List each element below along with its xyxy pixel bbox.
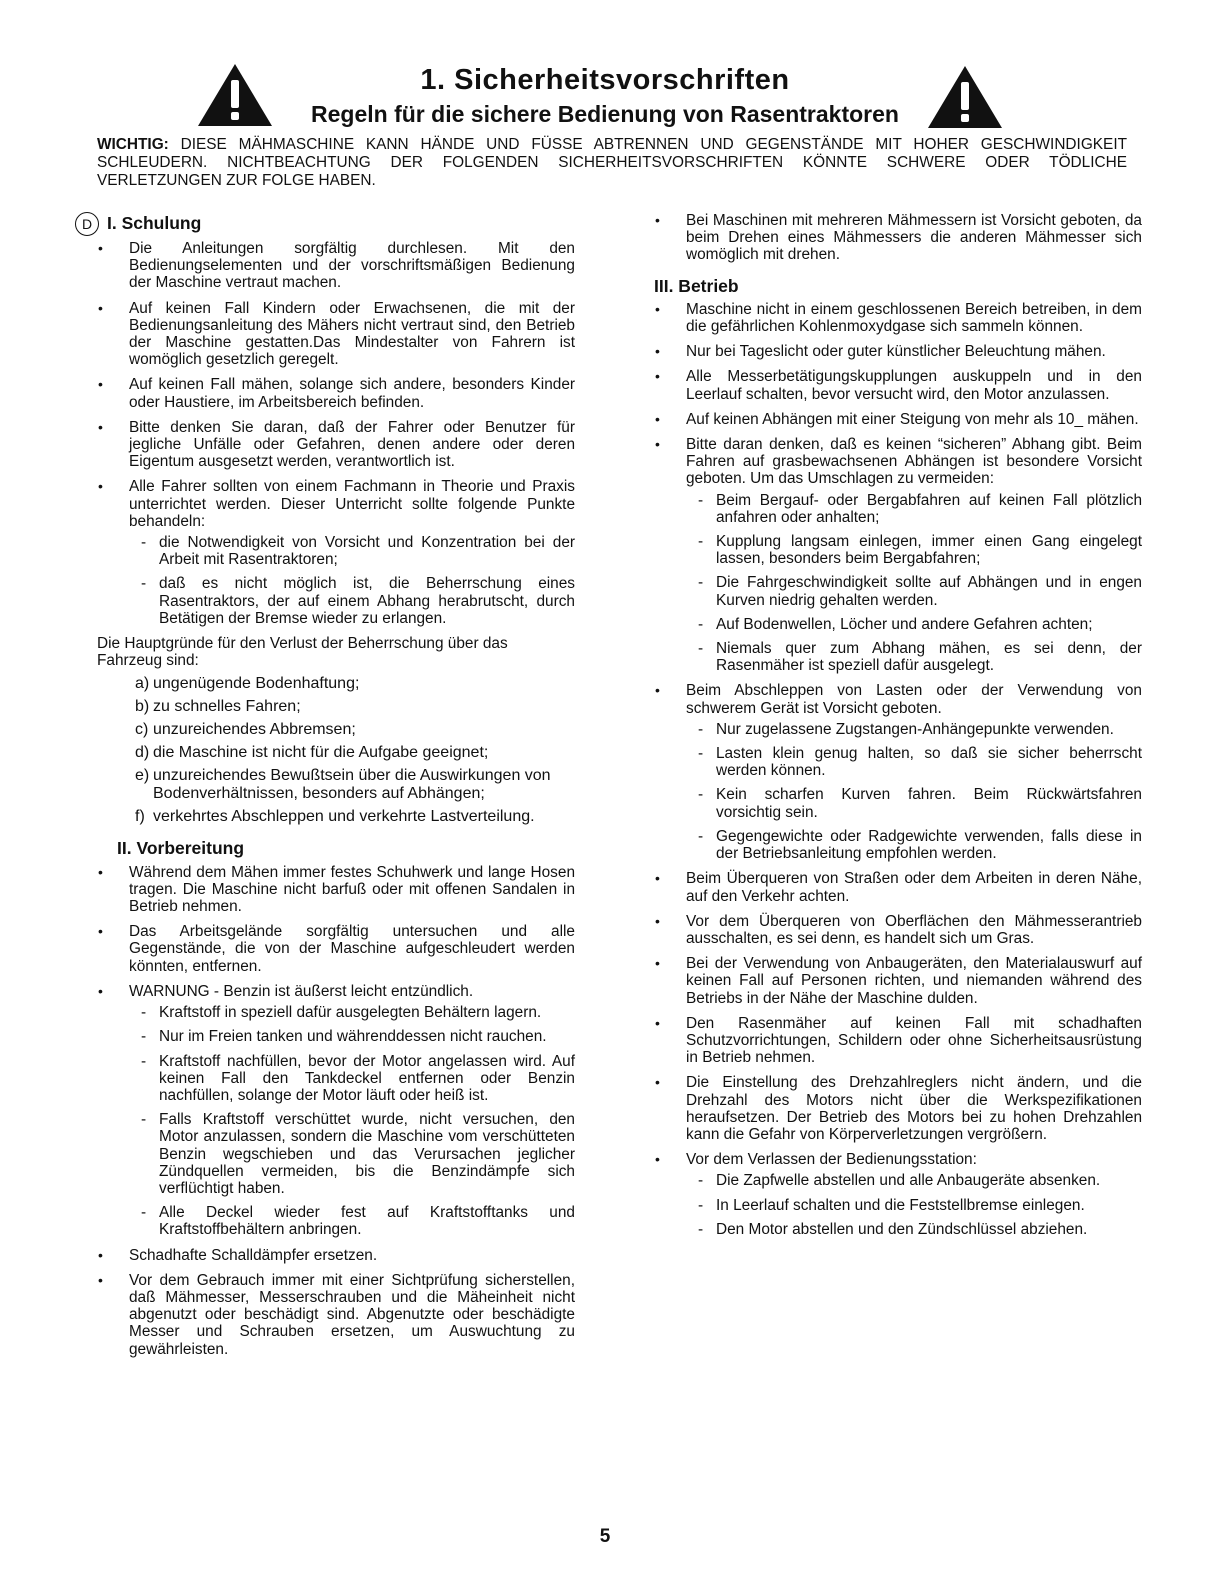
item-letter: e) [135,767,150,785]
sub-item: - daß es nicht möglich ist, die Beherrschung eines Rasentraktors, der auf einem Abhang herabrutscht, durch Betätigen der Bremse wieder zu erlangen. [129,575,575,627]
item-letter: a) [135,675,150,693]
bullet-list [97,864,575,1358]
sub-item: - Die Zapfwelle abstellen und alle Anbaugeräte absenken. [686,1172,1142,1189]
list-item-text: WARNUNG - Benzin ist äußerst leicht entzündlich. [129,982,474,1000]
sub-item: - Falls Kraftstoff verschüttet wurde, nicht versuchen, den Motor anzulassen, sondern die Maschine vom verschütteten Benzin wegschieben und das Verursachen jeglicher Zündquellen vermeiden, bis die Benzindämpfe sich verflüchtigt haben. [129,1111,575,1197]
list-item: • Beim Überqueren von Straßen oder dem Arbeiten in deren Nähe, auf den Verkehr achten. [654,870,1142,904]
sub-item: - die Notwendigkeit von Vorsicht und Konzentration bei der Arbeit mit Rasentraktoren; [129,534,575,568]
warning-text: DIESE MÄHMASCHINE KANN HÄNDE UND FÜSSE ABTRENNEN UND GEGENSTÄNDE MIT HOHER GESCHWINDIGKEIT SCHLEUDERN. NICHTBEACHTUNG DER FOLGENDEN SICHERHEITSVORSCHRIFTEN KÖNNTE SCHWERE ODER TÖDLICHE VERLETZUNGEN ZUR FOLGE HABEN. [97,136,1127,189]
list-item [97,983,575,1239]
list-item-text: Vor dem Verlassen der Bedienungsstation: [686,1151,977,1169]
warning-label: WICHTIG: [97,136,169,153]
sub-item: - Nur zugelassene Zugstangen-Anhängepunkte verwenden. [686,721,1142,738]
list-item: • Alle Messerbetätigungskupplungen auskuppeln und in den Leerlauf schalten, bevor versucht wird, den Motor anzulassen. [654,368,1142,402]
list-item: • Das Arbeitsgelände sorgfältig untersuchen und alle Gegenstände, die von der Maschine aufgeschleudert werden könnten, entfernen. [97,923,575,975]
sub-item: - Kupplung langsam einlegen, immer einen Gang eingelegt lassen, besonders beim Bergabfahren; [686,533,1142,567]
item-letter: f) [135,808,145,826]
item-text: unzureichendes Abbremsen; [153,721,356,739]
list-item: • Vor dem Überqueren von Oberflächen den Mähmesserantrieb ausschalten, es sei denn, es handelt sich um Gras. [654,913,1142,947]
dash-list [686,492,1142,675]
page-number: 5 [599,1526,611,1547]
item-text: ungenügende Bodenhaftung; [153,675,360,693]
list-item-text: Bitte daran denken, daß es keinen “sicheren” Abhang gibt. Beim Fahren auf grasbewachsenen Abhängen ist besondere Vorsicht geboten. Um das Umschlagen zu vermeiden: [686,436,1142,488]
sub-item: - Niemals quer zum Abhang mähen, es sei denn, der Rasenmäher ist speziell dafür ausgelegt. [686,640,1142,674]
list-item: • Nur bei Tageslicht oder guter künstlicher Beleuchtung mähen. [654,343,1142,360]
language-marker: D [75,212,99,236]
left-column [81,212,575,1366]
sub-item: - Alle Deckel wieder fest auf Kraftstofftanks und Kraftstoffbehältern anbringen. [129,1204,575,1238]
sub-item: - Auf Bodenwellen, Löcher und andere Gefahren achten; [686,616,1142,633]
list-item: • Bei Maschinen mit mehreren Mähmessern ist Vorsicht geboten, da beim Drehen eines Mähmessers die anderen Mähmesser sich womöglich mit drehen. [654,212,1142,264]
sub-item: - Gegengewichte oder Radgewichte verwenden, falls diese in der Betriebsanleitung empfohlen werden. [686,828,1142,862]
list-item [135,744,575,762]
list-item: • Die Einstellung des Drehzahlreglers nicht ändern, und die Drehzahl des Motors nicht über die Werkspezifikationen heraufsetzen. Der Betrieb des Motors bei zu hohen Drehzahlen kann die Gefahr von Körperverletzungen vergrößern. [654,1074,1142,1143]
sub-item: - In Leerlauf schalten und die Feststellbremse einlegen. [686,1197,1142,1214]
list-item [135,808,575,826]
dash-list [686,721,1142,862]
list-item: • Den Rasenmäher auf keinen Fall mit schadhaften Schutzvorrichtungen, Schildern oder ohne Sicherheitsausrüstung in Betrieb nehmen. [654,1015,1142,1067]
sub-item: - Den Motor abstellen und den Zündschlüssel abziehen. [686,1221,1142,1238]
sub-item: - Lasten klein genug halten, so daß sie sicher beherrscht werden können. [686,745,1142,779]
list-item [135,721,575,739]
paragraph: Die Hauptgründe für den Verlust der Beherrschung über das Fahrzeug sind: [97,635,508,670]
list-item: • Maschine nicht in einem geschlossenen Bereich betreiben, in dem die gefährlichen Kohlenmoxydgase sich sammeln können. [654,301,1142,335]
page-subtitle: Regeln für die sichere Bedienung von Rasentraktoren [311,101,899,127]
list-item: • Auf keinen Abhängen mit einer Steigung von mehr als 10_ mähen. [654,411,1142,428]
list-item-text: Alle Fahrer sollten von einem Fachmann in Theorie und Praxis unterrichtet werden. Dieser Unterricht sollte folgende Punkte behandeln: [129,478,575,530]
item-letter: d) [135,744,150,762]
list-item [135,675,575,693]
item-text: zu schnelles Fahren; [153,698,301,716]
section-heading [81,212,575,236]
page-title: 1. Sicherheitsvorschriften [420,64,790,96]
sub-item: - Die Fahrgeschwindigkeit sollte auf Abhängen und in engen Kurven niedrig gehalten werden. [686,574,1142,608]
dash-list [129,1004,575,1238]
list-item: • Bei der Verwendung von Anbaugeräten, den Materialauswurf auf keinen Fall auf Personen richten, und niemanden während des Betriebs in der Nähe der Maschine dulden. [654,955,1142,1007]
list-item: • Vor dem Gebrauch immer mit einer Sichtprüfung sicherstellen, daß Mähmesser, Messerschrauben und die Mäheinheit nicht abgenutzt oder beschädigt sind. Abgenutzte oder beschädigte Messer und Schrauben ersetzen, um Auswuchtung zu gewährleisten. [97,1272,575,1358]
list-item [135,767,575,803]
sub-item: - Kraftstoff nachfüllen, bevor der Motor angelassen wird. Auf keinen Fall den Tankdeckel entfernen oder Benzin nachfüllen, solange der Motor läuft oder heiß ist. [129,1053,575,1105]
list-item: • Während dem Mähen immer festes Schuhwerk und lange Hosen tragen. Die Maschine nicht barfuß oder mit offenen Sandalen in Betrieb nehmen. [97,864,575,916]
section-title: II. Vorbereitung [117,838,245,859]
list-item [97,478,575,627]
section-title: I. Schulung [107,213,202,234]
item-text: die Maschine ist nicht für die Aufgabe geeignet; [153,744,489,762]
list-item: • Auf keinen Fall Kindern oder Erwachsenen, die mit der Bedienungsanleitung des Mähers nicht vertraut sind, den Betrieb der Maschine gestatten.Das Mindestalter von Fahrern ist womöglich gesetzlich geregelt. [97,300,575,369]
sub-item: - Beim Bergauf- oder Bergabfahren auf keinen Fall plötzlich anfahren oder anhalten; [686,492,1142,526]
item-text: verkehrtes Abschleppen und verkehrte Lastverteilung. [153,808,535,826]
item-letter: b) [135,698,150,716]
warning-intro [97,136,1127,190]
list-item: • Auf keinen Fall mähen, solange sich andere, besonders Kinder oder Haustiere, im Arbeitsbereich befinden. [97,376,575,410]
list-item [135,698,575,716]
bullet-list [97,240,575,627]
sub-item: - Nur im Freien tanken und währenddessen nicht rauchen. [129,1028,575,1045]
dash-list [686,1172,1142,1238]
section-title: III. Betrieb [654,275,739,296]
lettered-list [97,675,575,826]
list-item: • Bitte denken Sie daran, daß der Fahrer oder Benutzer für jegliche Unfälle oder Gefahren, denen andere oder deren Eigentum ausgesetzt werden, verantwortlich ist. [97,419,575,471]
sub-item: - Kraftstoff in speziell dafür ausgelegten Behältern lagern. [129,1004,575,1021]
list-item: • Die Anleitungen sorgfältig durchlesen. Mit den Bedienungselementen und der vorschriftsmäßigen Bedienung der Maschine vertraut machen. [97,240,575,292]
item-text: unzureichendes Bewußtsein über die Auswirkungen von Bodenverhältnissen, besonders auf Abhängen; [153,767,551,803]
sub-item: - Kein scharfen Kurven fahren. Beim Rückwärtsfahren vorsichtig sein. [686,786,1142,820]
bullet-list [654,301,1142,1238]
bullet-list [654,212,1142,264]
item-letter: c) [135,721,149,739]
list-item: • Schadhafte Schalldämpfer ersetzen. [97,1247,575,1264]
list-item [654,436,1142,674]
list-item [654,682,1142,862]
list-item-text: Beim Abschleppen von Lasten oder der Verwendung von schwerem Gerät ist Vorsicht geboten. [686,682,1142,717]
dash-list [129,534,575,627]
list-item [654,1151,1142,1238]
right-column [654,212,1142,1246]
